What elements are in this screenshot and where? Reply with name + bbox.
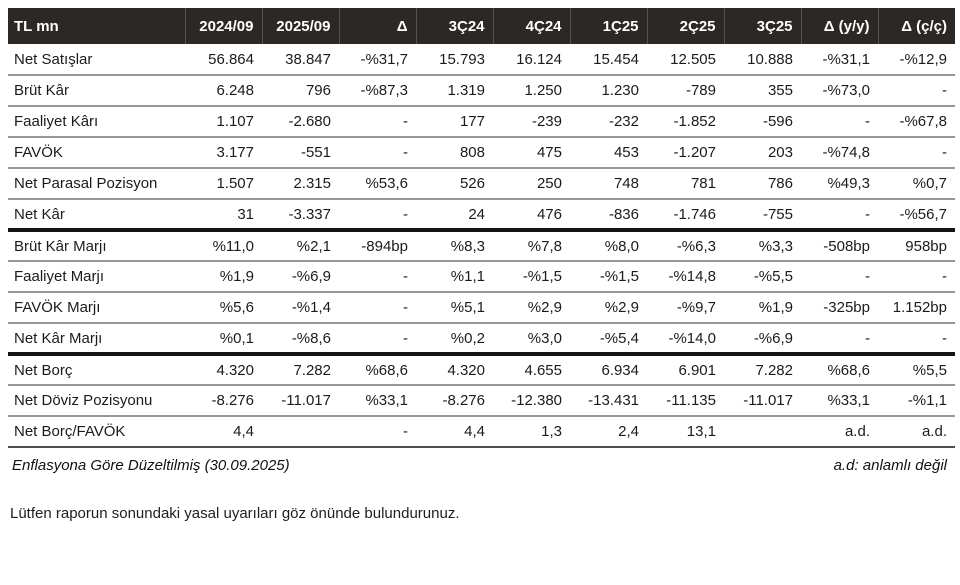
cell-value: - bbox=[801, 106, 878, 137]
cell-value: %8,0 bbox=[570, 230, 647, 261]
table-row bbox=[8, 75, 955, 106]
cell-value: -%67,8 bbox=[878, 106, 955, 137]
cell-value: 15.793 bbox=[416, 44, 493, 75]
cell-value: %1,9 bbox=[185, 261, 262, 292]
table-row bbox=[8, 44, 955, 75]
cell-value: -325bp bbox=[801, 292, 878, 323]
cell-value: - bbox=[339, 137, 416, 168]
cell-value: -%1,5 bbox=[570, 261, 647, 292]
cell-value: - bbox=[339, 416, 416, 447]
cell-value: -%31,7 bbox=[339, 44, 416, 75]
cell-value: -1.746 bbox=[647, 199, 724, 230]
column-header: 3Ç24 bbox=[416, 8, 493, 44]
cell-value: 12.505 bbox=[647, 44, 724, 75]
footnote-abbreviation-note: a.d: anlamlı değil bbox=[833, 457, 947, 474]
cell-value: 786 bbox=[724, 168, 801, 199]
cell-value: -%8,6 bbox=[262, 323, 339, 354]
cell-value: -2.680 bbox=[262, 106, 339, 137]
cell-value: -3.337 bbox=[262, 199, 339, 230]
cell-value: - bbox=[339, 261, 416, 292]
cell-value: 781 bbox=[647, 168, 724, 199]
table-row bbox=[8, 199, 955, 230]
cell-value: %7,8 bbox=[493, 230, 570, 261]
cell-value: 453 bbox=[570, 137, 647, 168]
cell-value: - bbox=[339, 323, 416, 354]
cell-value: 808 bbox=[416, 137, 493, 168]
cell-value: -%73,0 bbox=[801, 75, 878, 106]
cell-value: a.d. bbox=[878, 416, 955, 447]
cell-value: -12.380 bbox=[493, 385, 570, 416]
cell-value: -%6,9 bbox=[724, 323, 801, 354]
cell-value bbox=[724, 416, 801, 447]
cell-value: 13,1 bbox=[647, 416, 724, 447]
table-row bbox=[8, 323, 955, 354]
cell-value: -%6,3 bbox=[647, 230, 724, 261]
cell-value: 2,4 bbox=[570, 416, 647, 447]
cell-value: -%56,7 bbox=[878, 199, 955, 230]
cell-value: 1.250 bbox=[493, 75, 570, 106]
cell-value: %5,1 bbox=[416, 292, 493, 323]
row-label: FAVÖK Marjı bbox=[8, 292, 185, 323]
cell-value: -8.276 bbox=[185, 385, 262, 416]
table-row bbox=[8, 261, 955, 292]
column-header: Δ (ç/ç) bbox=[878, 8, 955, 44]
cell-value: 355 bbox=[724, 75, 801, 106]
row-label: Brüt Kâr bbox=[8, 75, 185, 106]
footnote-row bbox=[8, 448, 955, 483]
column-header: 4Ç24 bbox=[493, 8, 570, 44]
cell-value: %2,9 bbox=[493, 292, 570, 323]
cell-value: -508bp bbox=[801, 230, 878, 261]
row-label: Net Borç/FAVÖK bbox=[8, 416, 185, 447]
cell-value: 796 bbox=[262, 75, 339, 106]
cell-value: -596 bbox=[724, 106, 801, 137]
cell-value: -%5,5 bbox=[724, 261, 801, 292]
column-header: 2Ç25 bbox=[647, 8, 724, 44]
table-row bbox=[8, 137, 955, 168]
cell-value: %1,9 bbox=[724, 292, 801, 323]
cell-value: 4.320 bbox=[185, 354, 262, 385]
table-row bbox=[8, 230, 955, 261]
row-label: Net Kâr bbox=[8, 199, 185, 230]
cell-value: %5,6 bbox=[185, 292, 262, 323]
cell-value: 476 bbox=[493, 199, 570, 230]
row-label: Net Parasal Pozisyon bbox=[8, 168, 185, 199]
cell-value: 4,4 bbox=[416, 416, 493, 447]
cell-value: 10.888 bbox=[724, 44, 801, 75]
cell-value: 7.282 bbox=[724, 354, 801, 385]
cell-value: -%1,5 bbox=[493, 261, 570, 292]
row-label: Net Kâr Marjı bbox=[8, 323, 185, 354]
cell-value: 1.152bp bbox=[878, 292, 955, 323]
cell-value: -%14,0 bbox=[647, 323, 724, 354]
row-label: FAVÖK bbox=[8, 137, 185, 168]
cell-value: -1.852 bbox=[647, 106, 724, 137]
cell-value: - bbox=[801, 199, 878, 230]
table-header-row bbox=[8, 8, 955, 44]
cell-value: 748 bbox=[570, 168, 647, 199]
cell-value: 15.454 bbox=[570, 44, 647, 75]
cell-value: -%9,7 bbox=[647, 292, 724, 323]
cell-value: %11,0 bbox=[185, 230, 262, 261]
column-header: 3Ç25 bbox=[724, 8, 801, 44]
cell-value: 31 bbox=[185, 199, 262, 230]
cell-value: a.d. bbox=[801, 416, 878, 447]
cell-value: 1.107 bbox=[185, 106, 262, 137]
cell-value: 56.864 bbox=[185, 44, 262, 75]
cell-value: -%31,1 bbox=[801, 44, 878, 75]
cell-value: 203 bbox=[724, 137, 801, 168]
cell-value: -%1,1 bbox=[878, 385, 955, 416]
cell-value: -11.017 bbox=[724, 385, 801, 416]
cell-value: -789 bbox=[647, 75, 724, 106]
cell-value: %0,2 bbox=[416, 323, 493, 354]
cell-value: 4,4 bbox=[185, 416, 262, 447]
cell-value: -836 bbox=[570, 199, 647, 230]
cell-value: 958bp bbox=[878, 230, 955, 261]
table-row bbox=[8, 416, 955, 447]
cell-value: 1.230 bbox=[570, 75, 647, 106]
row-label: Faaliyet Kârı bbox=[8, 106, 185, 137]
cell-value bbox=[262, 416, 339, 447]
cell-value: %0,1 bbox=[185, 323, 262, 354]
cell-value: - bbox=[878, 261, 955, 292]
cell-value: %3,3 bbox=[724, 230, 801, 261]
column-header: 2025/09 bbox=[262, 8, 339, 44]
cell-value: -8.276 bbox=[416, 385, 493, 416]
cell-value: - bbox=[339, 199, 416, 230]
cell-value: 4.655 bbox=[493, 354, 570, 385]
cell-value: -%12,9 bbox=[878, 44, 955, 75]
cell-value: 16.124 bbox=[493, 44, 570, 75]
cell-value: -%5,4 bbox=[570, 323, 647, 354]
cell-value: -13.431 bbox=[570, 385, 647, 416]
cell-value: -%6,9 bbox=[262, 261, 339, 292]
cell-value: - bbox=[878, 137, 955, 168]
cell-value: %68,6 bbox=[801, 354, 878, 385]
cell-value: 1.507 bbox=[185, 168, 262, 199]
cell-value: -894bp bbox=[339, 230, 416, 261]
cell-value: 24 bbox=[416, 199, 493, 230]
cell-value: %2,1 bbox=[262, 230, 339, 261]
table-row bbox=[8, 385, 955, 416]
cell-value: 6.248 bbox=[185, 75, 262, 106]
cell-value: -755 bbox=[724, 199, 801, 230]
row-label: Brüt Kâr Marjı bbox=[8, 230, 185, 261]
cell-value: 2.315 bbox=[262, 168, 339, 199]
cell-value: %2,9 bbox=[570, 292, 647, 323]
footnote-inflation-adjusted: Enflasyona Göre Düzeltilmiş (30.09.2025) bbox=[12, 457, 290, 474]
cell-value: 4.320 bbox=[416, 354, 493, 385]
cell-value: 250 bbox=[493, 168, 570, 199]
column-header: TL mn bbox=[8, 8, 185, 44]
cell-value: - bbox=[878, 323, 955, 354]
cell-value: 1.319 bbox=[416, 75, 493, 106]
financials-table bbox=[8, 8, 955, 448]
cell-value: -11.017 bbox=[262, 385, 339, 416]
table-row bbox=[8, 106, 955, 137]
cell-value: -1.207 bbox=[647, 137, 724, 168]
cell-value: %1,1 bbox=[416, 261, 493, 292]
cell-value: - bbox=[801, 323, 878, 354]
cell-value: - bbox=[339, 292, 416, 323]
cell-value: %3,0 bbox=[493, 323, 570, 354]
cell-value: - bbox=[878, 75, 955, 106]
table-row bbox=[8, 354, 955, 385]
cell-value: -%14,8 bbox=[647, 261, 724, 292]
cell-value: %53,6 bbox=[339, 168, 416, 199]
cell-value: 7.282 bbox=[262, 354, 339, 385]
row-label: Net Borç bbox=[8, 354, 185, 385]
disclaimer-text: Lütfen raporun sonundaki yasal uyarıları göz önünde bulundurunuz. bbox=[10, 505, 460, 522]
cell-value: -%74,8 bbox=[801, 137, 878, 168]
cell-value: 1,3 bbox=[493, 416, 570, 447]
table-row bbox=[8, 292, 955, 323]
column-header: 2024/09 bbox=[185, 8, 262, 44]
cell-value: %0,7 bbox=[878, 168, 955, 199]
cell-value: %8,3 bbox=[416, 230, 493, 261]
column-header: Δ (y/y) bbox=[801, 8, 878, 44]
cell-value: %33,1 bbox=[339, 385, 416, 416]
cell-value: 6.934 bbox=[570, 354, 647, 385]
column-header: Δ bbox=[339, 8, 416, 44]
cell-value: -232 bbox=[570, 106, 647, 137]
row-label: Net Satışlar bbox=[8, 44, 185, 75]
cell-value: 6.901 bbox=[647, 354, 724, 385]
cell-value: -239 bbox=[493, 106, 570, 137]
cell-value: - bbox=[339, 106, 416, 137]
cell-value: -%87,3 bbox=[339, 75, 416, 106]
cell-value: %33,1 bbox=[801, 385, 878, 416]
cell-value: - bbox=[801, 261, 878, 292]
cell-value: 177 bbox=[416, 106, 493, 137]
row-label: Faaliyet Marjı bbox=[8, 261, 185, 292]
column-header: 1Ç25 bbox=[570, 8, 647, 44]
row-label: Net Döviz Pozisyonu bbox=[8, 385, 185, 416]
cell-value: 475 bbox=[493, 137, 570, 168]
cell-value: %49,3 bbox=[801, 168, 878, 199]
cell-value: -11.135 bbox=[647, 385, 724, 416]
cell-value: 3.177 bbox=[185, 137, 262, 168]
cell-value: %68,6 bbox=[339, 354, 416, 385]
cell-value: -551 bbox=[262, 137, 339, 168]
cell-value: -%1,4 bbox=[262, 292, 339, 323]
cell-value: 38.847 bbox=[262, 44, 339, 75]
table-row bbox=[8, 168, 955, 199]
cell-value: 526 bbox=[416, 168, 493, 199]
cell-value: %5,5 bbox=[878, 354, 955, 385]
